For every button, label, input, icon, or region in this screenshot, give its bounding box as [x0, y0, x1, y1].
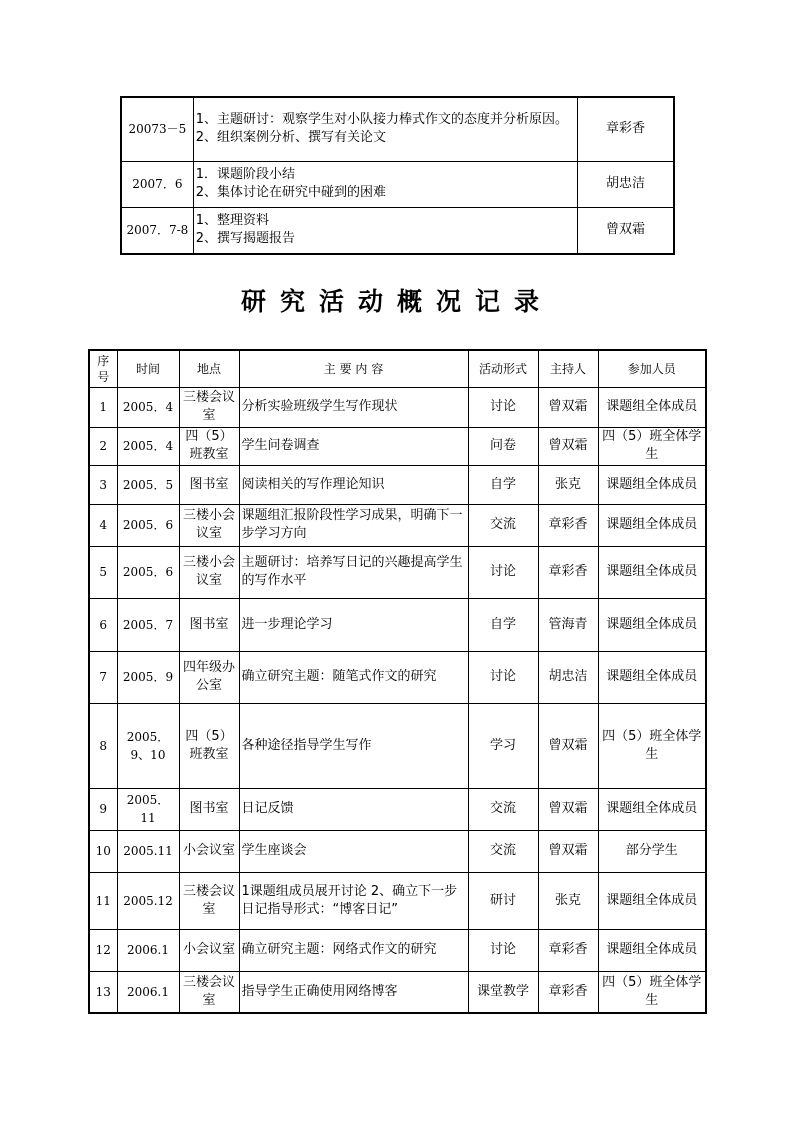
form-cell: 交流	[468, 788, 538, 830]
host-cell: 胡忠洁	[538, 651, 598, 703]
form-cell: 交流	[468, 504, 538, 546]
header-form: 活动形式	[468, 350, 538, 387]
table-row	[89, 872, 706, 929]
participants-cell: 课题组全体成员	[598, 598, 706, 651]
host-cell: 曾双霜	[538, 427, 598, 465]
content-line: 1、主题研讨：观察学生对小队接力棒式作文的态度并分析原因。	[195, 112, 569, 128]
content-cell	[193, 97, 577, 161]
content-cell: 1课题组成员展开讨论 2、确立下一步日记指导形式：“博客日记”	[239, 872, 468, 929]
date-cell: 20073－5	[121, 97, 193, 161]
form-cell: 讨论	[468, 651, 538, 703]
time-cell: 2006.1	[117, 929, 179, 971]
content-cell: 主题研讨：培养写日记的兴趣提高学生的写作水平	[239, 546, 468, 598]
form-cell: 讨论	[468, 387, 538, 427]
header-participants: 参加人员	[598, 350, 706, 387]
time-cell: 2005．6	[117, 546, 179, 598]
table-row	[89, 387, 706, 427]
time-cell: 2005.12	[117, 872, 179, 929]
no-cell: 1	[89, 387, 117, 427]
host-cell: 曾双霜	[538, 830, 598, 872]
host-cell: 曾双霜	[538, 703, 598, 788]
participants-cell: 课题组全体成员	[598, 387, 706, 427]
time-cell: 2005．11	[117, 788, 179, 830]
no-cell: 2	[89, 427, 117, 465]
content-line: 2、撰写揭题报告	[195, 231, 296, 247]
no-cell: 7	[89, 651, 117, 703]
content-cell	[193, 161, 577, 207]
no-cell: 8	[89, 703, 117, 788]
time-cell: 2005．9	[117, 651, 179, 703]
host-cell: 章彩香	[578, 97, 674, 161]
content-cell: 指导学生正确使用网络博客	[239, 971, 468, 1013]
time-cell: 2005．9、10	[117, 703, 179, 788]
content-line: 1、整理资料	[195, 213, 270, 229]
content-cell: 各种途径指导学生写作	[239, 703, 468, 788]
participants-cell: 四（5）班全体学生	[598, 703, 706, 788]
host-cell: 章彩香	[538, 929, 598, 971]
no-cell: 9	[89, 788, 117, 830]
form-cell: 讨论	[468, 546, 538, 598]
place-cell: 图书室	[179, 598, 239, 651]
participants-cell: 部分学生	[598, 830, 706, 872]
content-cell: 日记反馈	[239, 788, 468, 830]
participants-cell: 课题组全体成员	[598, 651, 706, 703]
date-cell: 2007．6	[121, 161, 193, 207]
table-row	[121, 207, 674, 254]
table-row	[89, 788, 706, 830]
place-cell: 四（5）班教室	[179, 703, 239, 788]
content-line: 1．课题阶段小结	[195, 167, 296, 182]
no-cell: 5	[89, 546, 117, 598]
content-line: 2、集体讨论在研究中碰到的困难	[195, 185, 387, 200]
place-cell: 图书室	[179, 788, 239, 830]
place-cell: 三楼小会议室	[179, 546, 239, 598]
participants-cell: 课题组全体成员	[598, 872, 706, 929]
header-row	[89, 350, 706, 387]
table-row	[89, 546, 706, 598]
host-cell: 曾双霜	[538, 788, 598, 830]
table-row	[89, 465, 706, 504]
content-cell: 学生问卷调查	[239, 427, 468, 465]
table-row	[89, 971, 706, 1013]
no-cell: 12	[89, 929, 117, 971]
form-cell: 自学	[468, 465, 538, 504]
date-cell: 2007．7-8	[121, 207, 193, 254]
participants-cell: 四（5）班全体学生	[598, 971, 706, 1013]
form-cell: 自学	[468, 598, 538, 651]
participants-cell: 课题组全体成员	[598, 504, 706, 546]
content-cell	[193, 207, 577, 254]
form-cell: 研讨	[468, 872, 538, 929]
no-cell: 6	[89, 598, 117, 651]
table-row	[121, 97, 674, 161]
content-cell: 课题组汇报阶段性学习成果，明确下一步学习方向	[239, 504, 468, 546]
time-cell: 2005．4	[117, 427, 179, 465]
table-row	[89, 504, 706, 546]
header-time: 时间	[117, 350, 179, 387]
content-cell: 确立研究主题：随笔式作文的研究	[239, 651, 468, 703]
form-cell: 问卷	[468, 427, 538, 465]
content-cell: 进一步理论学习	[239, 598, 468, 651]
host-cell: 章彩香	[538, 971, 598, 1013]
content-cell: 阅读相关的写作理论知识	[239, 465, 468, 504]
no-cell: 4	[89, 504, 117, 546]
content-cell: 分析实验班级学生写作现状	[239, 387, 468, 427]
host-cell: 张克	[538, 465, 598, 504]
participants-cell: 四（5）班全体学生	[598, 427, 706, 465]
table-row	[89, 651, 706, 703]
place-cell: 图书室	[179, 465, 239, 504]
header-place: 地点	[179, 350, 239, 387]
host-cell: 曾双霜	[578, 207, 674, 254]
place-cell: 四（5）班教室	[179, 427, 239, 465]
host-cell: 胡忠洁	[578, 161, 674, 207]
time-cell: 2006.1	[117, 971, 179, 1013]
content-line: 2、组织案例分析、撰写有关论文	[195, 130, 387, 146]
time-cell: 2005.11	[117, 830, 179, 872]
table-row	[89, 427, 706, 465]
no-cell: 10	[89, 830, 117, 872]
participants-cell: 课题组全体成员	[598, 465, 706, 504]
time-cell: 2005．5	[117, 465, 179, 504]
table-row	[89, 598, 706, 651]
place-cell: 三楼会议室	[179, 872, 239, 929]
table-row	[89, 830, 706, 872]
place-cell: 三楼小会议室	[179, 504, 239, 546]
place-cell: 小会议室	[179, 929, 239, 971]
no-cell: 11	[89, 872, 117, 929]
table-row	[89, 703, 706, 788]
table-row	[89, 929, 706, 971]
form-cell: 交流	[468, 830, 538, 872]
host-cell: 章彩香	[538, 546, 598, 598]
no-cell: 3	[89, 465, 117, 504]
participants-cell: 课题组全体成员	[598, 929, 706, 971]
participants-cell: 课题组全体成员	[598, 788, 706, 830]
form-cell: 课堂教学	[468, 971, 538, 1013]
form-cell: 讨论	[468, 929, 538, 971]
header-host: 主持人	[538, 350, 598, 387]
host-cell: 管海青	[538, 598, 598, 651]
time-cell: 2005．4	[117, 387, 179, 427]
time-cell: 2005．7	[117, 598, 179, 651]
form-cell: 学习	[468, 703, 538, 788]
activity-record-table	[88, 349, 707, 1014]
place-cell: 小会议室	[179, 830, 239, 872]
place-cell: 三楼会议室	[179, 971, 239, 1013]
header-content: 主 要 内 容	[239, 350, 468, 387]
host-cell: 曾双霜	[538, 387, 598, 427]
participants-cell: 课题组全体成员	[598, 546, 706, 598]
host-cell: 张克	[538, 872, 598, 929]
content-cell: 确立研究主题：网络式作文的研究	[239, 929, 468, 971]
table-row	[121, 161, 674, 207]
host-cell: 章彩香	[538, 504, 598, 546]
place-cell: 三楼会议室	[179, 387, 239, 427]
header-no: 序号	[89, 350, 117, 387]
place-cell: 四年级办公室	[179, 651, 239, 703]
content-cell: 学生座谈会	[239, 830, 468, 872]
top-schedule-table	[120, 96, 675, 255]
page-title: 研究活动概况记录	[240, 287, 553, 316]
no-cell: 13	[89, 971, 117, 1013]
time-cell: 2005．6	[117, 504, 179, 546]
